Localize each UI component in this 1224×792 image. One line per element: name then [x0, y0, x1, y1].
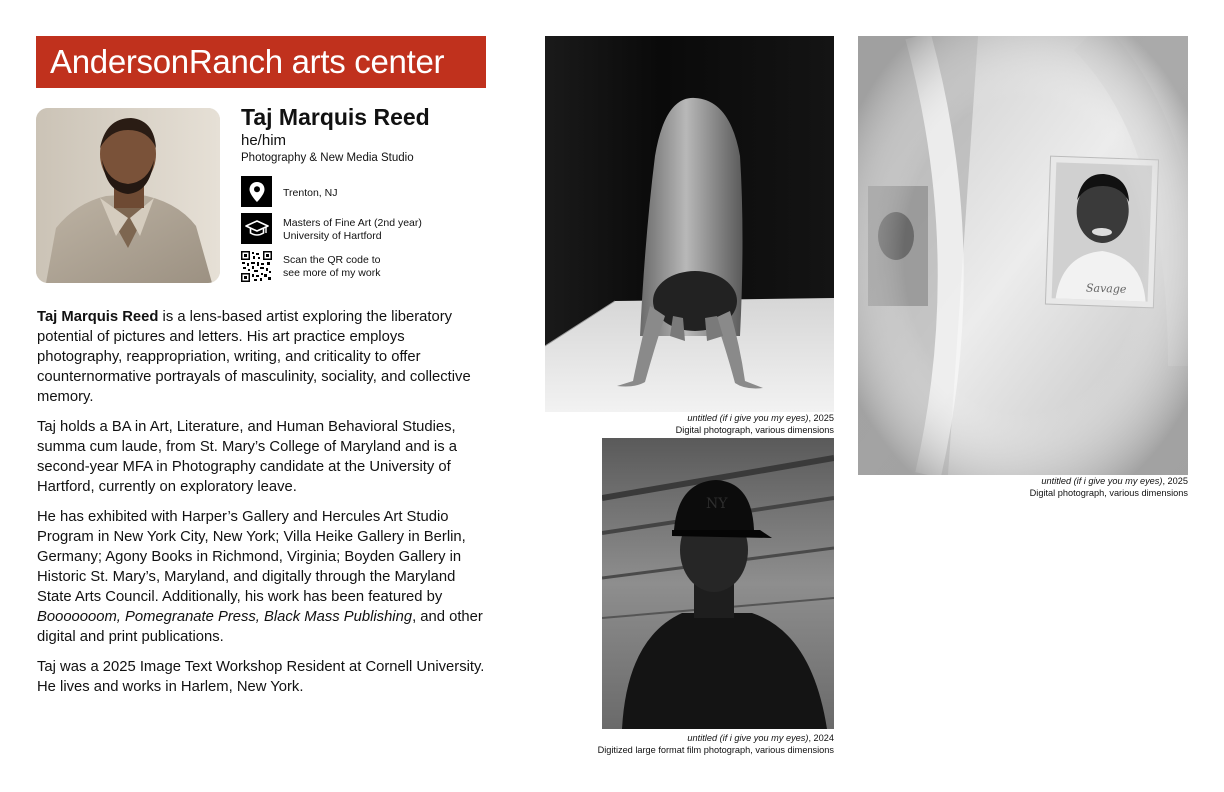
caption-1-title: untitled (if i give you my eyes) [687, 413, 809, 423]
artwork-photo-3 [858, 36, 1188, 475]
qr-code[interactable] [241, 251, 272, 282]
caption-3-medium: Digital photograph, various dimensions [1029, 487, 1188, 498]
artwork-photo-1 [545, 36, 834, 412]
artist-bio [37, 307, 489, 707]
degree-line-2: University of Hartford [283, 229, 382, 242]
portrait-image [36, 108, 220, 283]
caption-2-year: , 2024 [808, 733, 834, 743]
artist-studio: Photography & New Media Studio [241, 152, 414, 164]
bio-paragraph-3 [37, 507, 489, 647]
degree-info [283, 217, 422, 242]
qr-line-1: Scan the QR code to [283, 254, 381, 266]
qr-line-2: see more of my work [283, 266, 381, 279]
bio-paragraph-1 [37, 307, 489, 407]
caption-1-year: , 2025 [808, 413, 834, 423]
graduation-cap-icon [241, 213, 272, 244]
caption-2-title: untitled (if i give you my eyes) [687, 733, 809, 743]
qr-info [283, 254, 380, 279]
brand-banner [36, 36, 486, 88]
caption-2-medium: Digitized large format film photograph, various dimensions [597, 744, 834, 755]
caption-3-year: , 2025 [1162, 476, 1188, 486]
bio-paragraph-4: Taj was a 2025 Image Text Workshop Resident at Cornell University. He lives and works in Harlem, New York. [37, 659, 485, 695]
bio-p1-text: is a lens-based artist exploring the liberatory potential of pictures and letters. His art practice employs photography, reappropriation, writing, and criticality to offer counternormative portrayals of masculinity, sociality, and collective memory. [37, 309, 471, 405]
caption-3-title: untitled (if i give you my eyes) [1041, 476, 1163, 486]
artwork-caption-1 [676, 413, 834, 436]
caption-1-medium: Digital photograph, various dimensions [675, 424, 834, 435]
artist-portrait [36, 108, 220, 283]
bio-name: Taj Marquis Reed [37, 309, 159, 325]
bio-paragraph-2: Taj holds a BA in Art, Literature, and Human Behavioral Studies, summa cum laude, from St. Mary’s College of Maryland and is a second-year MFA in Photography candidate at the University of Hartford, currently on exploratory leave. [37, 419, 457, 495]
location-text: Trenton, NJ [283, 187, 338, 199]
artwork-photo-2 [602, 438, 834, 729]
bio-publications: Booooooom, Pomegranate Press, Black Mass Publishing [37, 609, 413, 625]
bio-p3-end: , and other digital and print publications. [37, 609, 483, 645]
brand-name: AndersonRanch arts center [50, 43, 445, 80]
artwork-caption-3 [1030, 476, 1188, 499]
bio-p3-start: He has exhibited with Harper’s Gallery and Hercules Art Studio Program in New York City, New York; Villa Heike Gallery in Berlin, Germany; Agony Books in Richmond, Virginia; Boyden Gallery in Historic St. Mary’s, Maryland, and digitally through the Maryland State Arts Council. Additionally, his work has been featured by [37, 509, 466, 605]
svg-text:NY: NY [706, 496, 728, 512]
degree-line-1: Masters of Fine Art (2nd year) [283, 217, 422, 229]
location-pin-icon [241, 176, 272, 207]
artist-pronouns: he/him [241, 132, 287, 149]
artist-name: Taj Marquis Reed [241, 104, 430, 130]
artwork-caption-2 [598, 733, 834, 756]
